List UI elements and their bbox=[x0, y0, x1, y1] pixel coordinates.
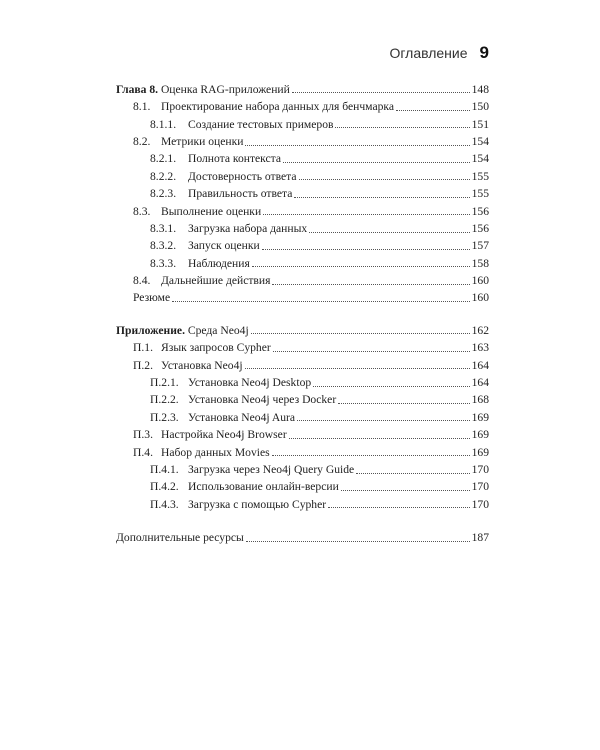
toc-entry-number: П.2.1. bbox=[150, 376, 179, 390]
toc-entry[interactable] bbox=[116, 458, 489, 475]
toc-entry-number: П.4.3. bbox=[150, 497, 179, 511]
toc-page-number: 187 bbox=[471, 531, 489, 545]
toc-page-number: 163 bbox=[471, 341, 489, 355]
dot-leader bbox=[263, 214, 469, 215]
dot-leader bbox=[338, 403, 469, 404]
toc-entry-title: Загрузка через Neo4j Query Guide bbox=[188, 463, 355, 476]
toc-entry-number: 8.3.2. bbox=[150, 239, 177, 253]
toc-entry-number: 8.1. bbox=[133, 100, 151, 114]
toc-entry-title: Установка Neo4j bbox=[161, 358, 243, 372]
toc-entry-number: П.1. bbox=[133, 341, 153, 355]
toc-entry[interactable] bbox=[116, 200, 489, 217]
toc-page-number: 170 bbox=[471, 480, 489, 494]
toc-entry[interactable] bbox=[116, 371, 489, 388]
toc-page-number: 151 bbox=[471, 117, 489, 131]
toc-entry[interactable] bbox=[116, 269, 489, 286]
toc-entry-title: Полнота контекста bbox=[188, 152, 282, 166]
dot-leader bbox=[396, 110, 470, 111]
toc-entry-title: Установка Neo4j через Docker bbox=[188, 393, 337, 407]
toc-entry-title: Настройка Neo4j Browser bbox=[161, 428, 287, 442]
dot-leader bbox=[245, 145, 469, 146]
dot-leader bbox=[251, 333, 470, 334]
toc-page-number: 157 bbox=[471, 239, 489, 253]
dot-leader bbox=[289, 438, 470, 439]
toc-entry[interactable] bbox=[116, 354, 489, 371]
toc-entry-number: П.2.2. bbox=[150, 393, 179, 407]
dot-leader bbox=[262, 249, 470, 250]
dot-leader bbox=[299, 179, 470, 180]
toc-entry-title: Набор данных Movies bbox=[161, 445, 270, 459]
toc-page-number: 169 bbox=[471, 410, 489, 424]
dot-leader bbox=[252, 266, 470, 267]
toc-entry-title: Загрузка набора данных bbox=[188, 221, 308, 235]
toc-summary[interactable] bbox=[116, 287, 489, 304]
chapter-8-items bbox=[116, 95, 489, 286]
toc-entry-title: Запуск оценки bbox=[188, 239, 260, 253]
dot-leader bbox=[246, 541, 470, 542]
toc-page-number: 150 bbox=[471, 100, 489, 114]
dot-leader bbox=[272, 455, 470, 456]
page-number: 9 bbox=[479, 43, 489, 62]
dot-leader bbox=[245, 368, 470, 369]
toc-entry[interactable] bbox=[116, 113, 489, 130]
toc-entry-title: Использование онлайн-версии bbox=[188, 480, 339, 494]
toc-page-number: 155 bbox=[471, 187, 489, 201]
dot-leader bbox=[341, 490, 470, 491]
toc-entry-number: 8.2.2. bbox=[150, 169, 177, 183]
toc-entry-title: Дополнительные ресурсы bbox=[116, 531, 244, 545]
section-spacer bbox=[116, 510, 489, 526]
toc-entry-title: Резюме bbox=[133, 291, 171, 305]
toc-entry-title: Наблюдения bbox=[188, 256, 250, 270]
toc-page-number: 154 bbox=[471, 134, 489, 148]
toc-entry[interactable] bbox=[116, 182, 489, 199]
toc-chapter-8[interactable] bbox=[116, 78, 489, 95]
chapter-title: Оценка RAG-приложений bbox=[160, 82, 290, 96]
toc-entry-number: П.4.2. bbox=[150, 480, 179, 494]
toc-page-number: 155 bbox=[471, 169, 489, 183]
toc-page-number: 148 bbox=[471, 82, 489, 96]
toc-entry[interactable] bbox=[116, 493, 489, 510]
dot-leader bbox=[309, 232, 469, 233]
toc-page-number: 168 bbox=[471, 393, 489, 407]
toc-entry[interactable] bbox=[116, 389, 489, 406]
toc-page-number: 160 bbox=[471, 274, 489, 288]
running-header bbox=[389, 43, 489, 63]
toc-entry-title: Проектирование набора данных для бенчмарка bbox=[161, 100, 394, 114]
toc-entry[interactable] bbox=[116, 95, 489, 112]
dot-leader bbox=[328, 507, 470, 508]
toc-page-number: 169 bbox=[471, 428, 489, 442]
toc-appendix[interactable] bbox=[116, 319, 489, 336]
toc-page-number: 160 bbox=[471, 291, 489, 305]
toc-entry-number: 8.3. bbox=[133, 204, 151, 218]
dot-leader bbox=[294, 197, 469, 198]
toc-entry-number: 8.4. bbox=[133, 274, 151, 288]
header-title: Оглавление bbox=[389, 45, 468, 61]
toc-entry[interactable] bbox=[116, 476, 489, 493]
toc-entry-number: П.4. bbox=[133, 445, 153, 459]
dot-leader bbox=[273, 351, 470, 352]
toc-page-number: 164 bbox=[471, 358, 489, 372]
toc-page-number: 158 bbox=[471, 256, 489, 270]
toc-entry-number: П.3. bbox=[133, 428, 153, 442]
toc-entry-title: Язык запросов Cypher bbox=[161, 341, 271, 355]
appendix-items bbox=[116, 336, 489, 510]
dot-leader bbox=[297, 420, 470, 421]
toc-entry-title: Установка Neo4j Desktop bbox=[188, 376, 312, 390]
appendix-prefix: Приложение. bbox=[116, 323, 185, 337]
toc-entry-title: Метрики оценки bbox=[161, 134, 244, 148]
toc-entry[interactable] bbox=[116, 165, 489, 182]
toc-entry-title: Дальнейшие действия bbox=[161, 274, 271, 288]
toc-page-number: 156 bbox=[471, 204, 489, 218]
dot-leader bbox=[356, 473, 469, 474]
toc-resources[interactable] bbox=[116, 526, 489, 543]
toc-entry[interactable] bbox=[116, 148, 489, 165]
toc-entry-title: Выполнение оценки bbox=[161, 204, 262, 218]
toc-entry-number: П.2. bbox=[133, 358, 153, 372]
toc-page-number: 170 bbox=[471, 497, 489, 511]
dot-leader bbox=[313, 386, 469, 387]
toc-entry-number: 8.3.1. bbox=[150, 221, 177, 235]
toc-page-number: 169 bbox=[471, 445, 489, 459]
toc-entry-number: 8.3.3. bbox=[150, 256, 177, 270]
toc-entry-number: 8.2. bbox=[133, 134, 151, 148]
toc-entry[interactable] bbox=[116, 235, 489, 252]
table-of-contents bbox=[116, 78, 489, 544]
toc-page-number: 154 bbox=[471, 152, 489, 166]
toc-entry[interactable] bbox=[116, 336, 489, 353]
toc-entry-number: 8.2.1. bbox=[150, 152, 177, 166]
toc-entry[interactable] bbox=[116, 441, 489, 458]
toc-entry[interactable] bbox=[116, 217, 489, 234]
toc-entry[interactable] bbox=[116, 406, 489, 423]
toc-entry-number: 8.2.3. bbox=[150, 187, 177, 201]
toc-page-number: 162 bbox=[471, 323, 489, 337]
toc-entry-title: Загрузка с помощью Cypher bbox=[188, 497, 327, 511]
appendix-title: Среда Neo4j bbox=[187, 323, 249, 337]
dot-leader bbox=[292, 92, 470, 93]
toc-entry-title: Создание тестовых примеров bbox=[188, 117, 334, 131]
dot-leader bbox=[172, 301, 469, 302]
toc-entry-title: Правильность ответа bbox=[188, 187, 293, 201]
toc-page-number: 170 bbox=[471, 463, 489, 476]
toc-entry[interactable] bbox=[116, 423, 489, 440]
dot-leader bbox=[272, 284, 469, 285]
toc-entry-number: 8.1.1. bbox=[150, 117, 177, 131]
section-spacer bbox=[116, 304, 489, 319]
toc-page-number: 164 bbox=[471, 376, 489, 390]
toc-entry-number: П.4.1. bbox=[150, 463, 179, 476]
dot-leader bbox=[335, 127, 469, 128]
toc-entry-title: Установка Neo4j Aura bbox=[188, 410, 296, 424]
chapter-prefix: Глава 8. bbox=[116, 82, 159, 96]
toc-entry-title: Достоверность ответа bbox=[188, 169, 297, 183]
toc-entry[interactable] bbox=[116, 252, 489, 269]
toc-entry[interactable] bbox=[116, 130, 489, 147]
toc-page-number: 156 bbox=[471, 221, 489, 235]
toc-entry-number: П.2.3. bbox=[150, 410, 179, 424]
dot-leader bbox=[283, 162, 470, 163]
